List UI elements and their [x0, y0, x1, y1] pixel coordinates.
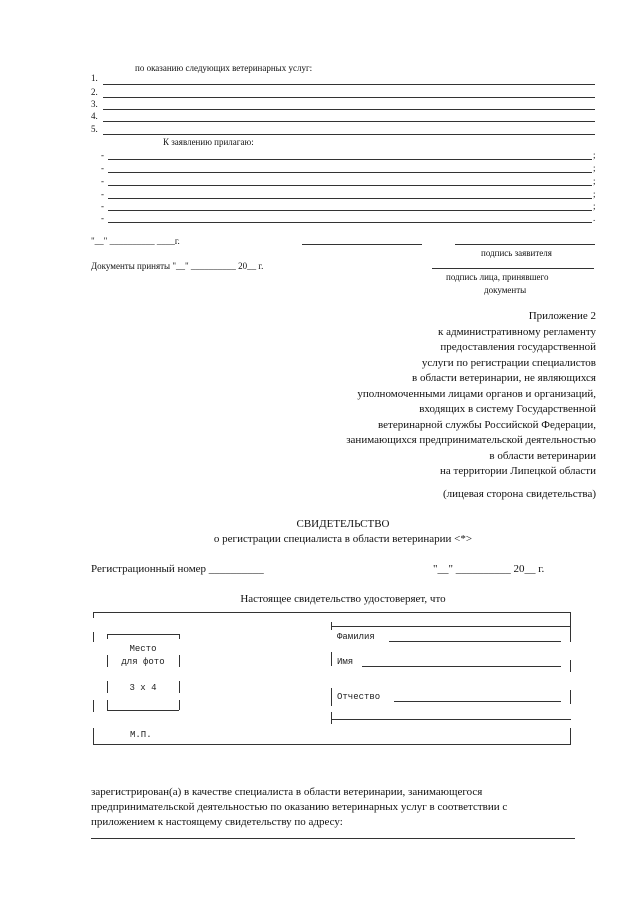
patronymic-label: Отчество — [337, 692, 381, 702]
service-item-line[interactable] — [103, 134, 595, 135]
photo-frame-right — [179, 700, 180, 710]
attachment-bullet: - — [101, 213, 104, 223]
registered-text-line2: предпринимательской деятельностью по оказанию ветеринарных услуг в соответствии с — [91, 801, 508, 813]
photo-frame-left — [107, 700, 108, 710]
appendix-line: занимающихся предпринимательской деятельностью — [346, 434, 596, 446]
registered-text-line3: приложением к настоящему свидетельству по адресу: — [91, 816, 343, 828]
service-item-number: 5. — [91, 124, 98, 134]
registered-text-line1: зарегистрирован(а) в качестве специалиста в области ветеринарии, занимающегося — [91, 786, 483, 798]
patronymic-field[interactable] — [394, 701, 561, 702]
name-field[interactable] — [362, 666, 561, 667]
documents-accepted: Документы приняты "__" __________ 20__ г. — [91, 261, 264, 271]
attachment-line[interactable] — [108, 172, 592, 173]
photo-for-text: для фото — [121, 657, 165, 667]
frame-left-tick — [93, 632, 94, 642]
appendix-line: услуги по регистрации специалистов — [421, 356, 596, 369]
receiver-caption-line1: подпись лица, принявшего — [446, 272, 549, 282]
attachment-end-mark: ; — [593, 176, 596, 186]
appendix-line: ветеринарной службы Российской Федерации, — [378, 418, 596, 431]
photo-frame-bottom — [107, 710, 179, 711]
certificate-certifies: Настоящее свидетельство удостоверяет, что — [240, 593, 446, 605]
fields-divider — [331, 712, 332, 724]
applicant-signature-caption: подпись заявителя — [481, 248, 552, 258]
service-item-line[interactable] — [103, 109, 595, 110]
photo-size-text: 3 х 4 — [129, 683, 157, 693]
attachment-line[interactable] — [108, 185, 592, 186]
attachment-bullet: - — [101, 163, 104, 173]
appendix-line: в области ветеринарии — [489, 449, 596, 462]
photo-frame-top — [107, 634, 179, 635]
frame-bottom — [93, 744, 571, 745]
frame-right-tick — [570, 728, 571, 744]
attachment-line[interactable] — [108, 159, 592, 160]
frame-left-tick — [93, 728, 94, 744]
attachment-end-mark: . — [593, 213, 596, 223]
certificate-subtitle: о регистрации специалиста в области ветеринарии <*> — [213, 533, 473, 545]
photo-frame-right — [179, 681, 180, 693]
attachment-bullet: - — [101, 150, 104, 160]
attachment-bullet: - — [101, 189, 104, 199]
appendix-line: предоставления государственной — [440, 341, 596, 353]
frame-right-tick — [570, 690, 571, 704]
service-item-line[interactable] — [103, 97, 595, 98]
service-item-number: 3. — [91, 99, 98, 109]
frame-left-tick-top — [93, 612, 94, 618]
attachment-end-mark: ; — [593, 163, 596, 173]
address-field[interactable] — [91, 838, 575, 839]
services-header: по оказанию следующих ветеринарных услуг: — [135, 63, 313, 73]
service-item-number: 4. — [91, 111, 98, 121]
stamp-place: М.П. — [130, 730, 152, 740]
receiver-caption-line2: документы — [484, 285, 527, 295]
appendix-line: Приложение 2 — [528, 310, 596, 322]
surname-field[interactable] — [389, 641, 561, 642]
service-item-number: 1. — [91, 73, 98, 83]
frame-top — [93, 612, 571, 613]
appendix-line: на территории Липецкой области — [440, 465, 596, 477]
fields-divider — [331, 652, 332, 666]
attachment-bullet: - — [101, 176, 104, 186]
photo-frame-right — [179, 655, 180, 667]
frame-right-tick — [570, 618, 571, 642]
attachment-end-mark: ; — [593, 201, 596, 211]
photo-place-text: Место — [129, 644, 157, 654]
appendix-line: входящих в систему Государственной — [419, 403, 596, 415]
application-date: "__" __________ ____г. — [91, 236, 180, 246]
fields-divider — [331, 688, 332, 706]
front-side-note: (лицевая сторона свидетельства) — [442, 488, 596, 500]
applicant-signature-line[interactable] — [455, 244, 595, 245]
attachment-end-mark: ; — [593, 189, 596, 199]
fields-top-rule — [331, 626, 571, 627]
middle-signature-line[interactable] — [302, 244, 422, 245]
service-item-line[interactable] — [103, 121, 595, 122]
attachment-line[interactable] — [108, 210, 592, 211]
appendix-line: к административному регламенту — [438, 325, 596, 338]
registration-date: "__" __________ 20__ г. — [433, 563, 545, 575]
appendix-line: уполномоченными лицами органов и организаций, — [357, 387, 596, 400]
surname-label: Фамилия — [337, 632, 375, 642]
service-item-number: 2. — [91, 87, 98, 97]
attachments-header: К заявлению прилагаю: — [163, 137, 254, 147]
appendix-line: в области ветеринарии, не являющихся — [412, 372, 596, 384]
attachment-line[interactable] — [108, 198, 592, 199]
receiver-signature-line[interactable] — [432, 268, 594, 269]
registration-number: Регистрационный номер __________ — [91, 563, 264, 575]
frame-left-tick — [93, 700, 94, 712]
attachment-end-mark: ; — [593, 150, 596, 160]
service-item-line[interactable] — [103, 84, 595, 85]
attachment-bullet: - — [101, 201, 104, 211]
frame-right-tick — [570, 660, 571, 672]
appendix-block — [256, 309, 596, 480]
certificate-title: СВИДЕТЕЛЬСТВО — [296, 518, 390, 530]
name-label: Имя — [337, 657, 354, 667]
attachment-line[interactable] — [108, 222, 592, 223]
photo-frame-right — [179, 634, 180, 639]
fields-bottom-rule — [331, 719, 571, 720]
photo-frame-left — [107, 634, 108, 639]
